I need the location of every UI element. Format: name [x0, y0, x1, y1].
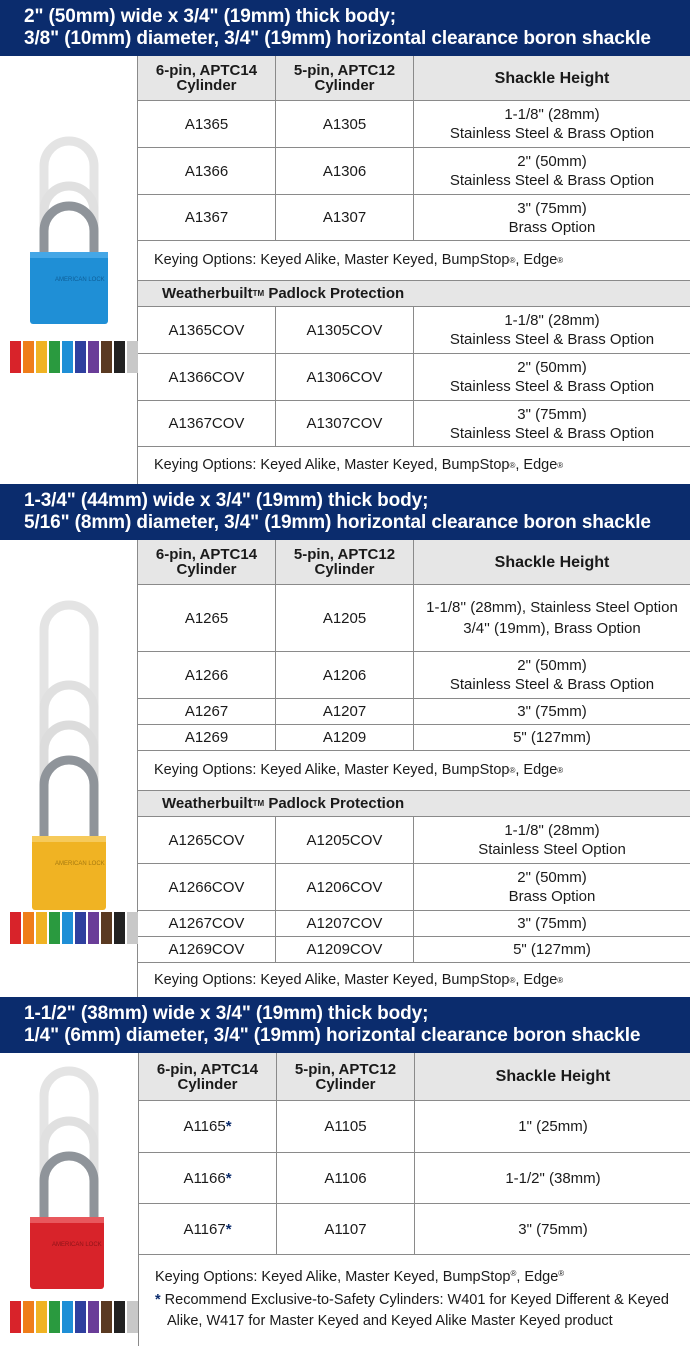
keying-options-text: Keying Options: Keyed Alike, Master Keyed, BumpStop ® , Edge ® [154, 457, 564, 473]
header-6pin: 6-pin, APTC14 Cylinder [138, 540, 276, 584]
cell-5pin: A1305 [276, 101, 414, 147]
table-row [138, 817, 690, 864]
cell-5pin: A1205COV [276, 817, 414, 863]
table-header-row [138, 56, 690, 101]
swatch-black [114, 341, 125, 373]
cell-shackle: 1" (25mm) [518, 1118, 588, 1135]
swatch-purple [88, 912, 99, 944]
table-header-row [139, 1053, 690, 1101]
cell-shackle: 2" (50mm) Stainless Steel & Brass Option [449, 359, 655, 395]
section-3-image-column [0, 1053, 138, 1346]
lock-brand-text: AMERICAN LOCK [55, 277, 105, 283]
header-5pin: 5-pin, APTC12 Cylinder [276, 540, 414, 584]
table-row [138, 307, 690, 354]
swatch-green [49, 912, 60, 944]
weatherbuilt-title: Weatherbuilt TM Padlock Protection [138, 281, 690, 306]
swatch-orange [23, 1301, 34, 1333]
swatch-navy [75, 1301, 86, 1333]
header-shackle-height: Shackle Height [415, 1053, 690, 1100]
section-3-title-line2: 1/4" (6mm) diameter, 3/4" (19mm) horizontal clearance boron shackle [24, 1025, 641, 1046]
cell-6pin: A1266COV [138, 864, 276, 910]
table-row [139, 1153, 690, 1204]
cell-6pin: A1269 [138, 725, 276, 750]
header-shackle-height: Shackle Height [414, 56, 690, 100]
cell-6pin: A1167 * [139, 1204, 277, 1254]
table-row [138, 725, 690, 751]
cell-shackle: 2" (50mm) Stainless Steel & Brass Option [449, 153, 655, 189]
cell-6pin: A1266 [138, 652, 276, 698]
cell-shackle: 3" (75mm) [517, 915, 587, 932]
table-header-row [138, 540, 690, 585]
header-6pin: 6-pin, APTC14 Cylinder [139, 1053, 277, 1100]
cell-shackle: 1-1/2" (38mm) [505, 1169, 601, 1187]
swatch-yellow [36, 341, 47, 373]
cell-shackle: 3" (75mm) [518, 1220, 588, 1238]
cell-6pin: A1265 [138, 585, 276, 651]
swatch-orange [23, 341, 34, 373]
swatch-red [10, 341, 21, 373]
section-3 [0, 997, 690, 1346]
keying-options-row [138, 241, 690, 281]
swatch-blue [62, 341, 73, 373]
swatch-green [49, 341, 60, 373]
swatch-blue [62, 912, 73, 944]
note-asterisk: * [155, 1292, 161, 1308]
swatch-black [114, 1301, 125, 1333]
cell-shackle: 5" (127mm) [513, 941, 591, 958]
cell-shackle: 2" (50mm) Stainless Steel & Brass Option [449, 657, 655, 693]
cell-shackle: 1-1/8'' (28mm), Stainless Steel Option 3/4'' (19mm), Brass Option [426, 599, 678, 637]
swatch-brown [101, 912, 112, 944]
color-swatches [10, 341, 138, 373]
cell-6pin: A1365 [138, 101, 276, 147]
swatch-blue [62, 1301, 73, 1333]
section-1-image-column [0, 56, 138, 484]
table-row [138, 937, 690, 963]
cell-6pin: A1165 * [139, 1101, 277, 1152]
keying-options-text: Keying Options: Keyed Alike, Master Keyed, BumpStop ® , Edge ® [154, 762, 564, 778]
keying-options-text: Keying Options: Keyed Alike, Master Keyed, BumpStop®, Edge® [155, 1269, 565, 1285]
weatherbuilt-band [138, 281, 690, 307]
table-row [139, 1204, 690, 1255]
cell-shackle: 3" (75mm) Brass Option [508, 199, 596, 236]
cell-shackle: 2" (50mm) Brass Option [508, 869, 596, 905]
cell-5pin: A1207 [276, 699, 414, 724]
swatch-yellow [36, 912, 47, 944]
table-row [138, 195, 690, 241]
cell-6pin: A1366 [138, 148, 276, 194]
swatch-yellow [36, 1301, 47, 1333]
section-1-title-line2: 3/8" (10mm) diameter, 3/4" (19mm) horizontal clearance boron shackle [24, 28, 651, 49]
cell-shackle: 3" (75mm) [517, 703, 587, 720]
cell-6pin: A1166 * [139, 1153, 277, 1203]
swatch-purple [88, 341, 99, 373]
cell-5pin: A1106 [277, 1153, 415, 1203]
table-row [138, 148, 690, 195]
cell-shackle: 1-1/8" (28mm) Stainless Steel Option [478, 822, 626, 858]
cell-shackle: 1-1/8" (28mm) Stainless Steel & Brass Option [449, 106, 655, 142]
cell-shackle: 3" (75mm) Stainless Steel & Brass Option [449, 405, 655, 442]
keying-options-row [138, 751, 690, 791]
section-2-title-line2: 5/16" (8mm) diameter, 3/4" (19mm) horizontal clearance boron shackle [24, 512, 651, 533]
cell-6pin: A1267 [138, 699, 276, 724]
swatch-navy [75, 341, 86, 373]
section-1-header [0, 0, 690, 56]
cell-6pin: A1267COV [138, 911, 276, 936]
cell-5pin: A1207COV [276, 911, 414, 936]
cell-6pin: A1367COV [138, 401, 276, 446]
cell-6pin: A1367 [138, 195, 276, 240]
cell-5pin: A1306 [276, 148, 414, 194]
cell-5pin: A1307COV [276, 401, 414, 446]
section-3-header [0, 997, 690, 1053]
cell-6pin: A1366COV [138, 354, 276, 400]
swatch-brown [101, 341, 112, 373]
swatch-navy [75, 912, 86, 944]
section-3-table [138, 1053, 690, 1346]
section-1 [0, 0, 690, 484]
table-row [138, 585, 690, 652]
table-row [138, 699, 690, 725]
section-2 [0, 484, 690, 997]
swatch-red [10, 912, 21, 944]
cell-5pin: A1209 [276, 725, 414, 750]
cell-5pin: A1205 [276, 585, 414, 651]
table-row [138, 652, 690, 699]
cell-5pin: A1307 [276, 195, 414, 240]
cell-6pin: A1365COV [138, 307, 276, 353]
weatherbuilt-title: Weatherbuilt TM Padlock Protection [138, 791, 690, 816]
swatch-purple [88, 1301, 99, 1333]
cell-5pin: A1206COV [276, 864, 414, 910]
cylinder-recommendation-note: * Recommend Exclusive-to-Safety Cylinders: W401 for Keyed Different & Keyed Alike, W417 for Master Keyed and Keyed Alike Master Keyed product [155, 1292, 669, 1329]
color-swatches [10, 1301, 138, 1333]
cell-5pin: A1305COV [276, 307, 414, 353]
header-5pin: 5-pin, APTC12 Cylinder [277, 1053, 415, 1100]
section-1-title-line1: 2" (50mm) wide x 3/4" (19mm) thick body; [24, 6, 396, 27]
cell-shackle: 1-1/8" (28mm) Stainless Steel & Brass Option [449, 312, 655, 348]
keying-options-row [138, 447, 690, 484]
section-2-header [0, 484, 690, 540]
section-1-table [138, 56, 690, 484]
cell-5pin: A1105 [277, 1101, 415, 1152]
lock-brand-text: AMERICAN LOCK [55, 861, 105, 867]
header-5pin: 5-pin, APTC12 Cylinder [276, 56, 414, 100]
cell-6pin: A1265COV [138, 817, 276, 863]
keying-options-row [138, 963, 690, 997]
swatch-orange [23, 912, 34, 944]
cell-shackle: 5" (127mm) [513, 729, 591, 746]
swatch-brown [101, 1301, 112, 1333]
table-row [138, 864, 690, 911]
section-2-title-line1: 1-3/4" (44mm) wide x 3/4" (19mm) thick body; [24, 490, 429, 511]
red-padlock-image [0, 1061, 138, 1301]
keying-options-text: Keying Options: Keyed Alike, Master Keyed, BumpStop ® , Edge ® [154, 971, 564, 988]
header-shackle-height: Shackle Height [414, 540, 690, 584]
cell-5pin: A1209COV [276, 937, 414, 962]
color-swatches [10, 912, 138, 944]
yellow-padlock-image [0, 600, 138, 940]
header-6pin: 6-pin, APTC14 Cylinder [138, 56, 276, 100]
cell-5pin: A1107 [277, 1204, 415, 1254]
swatch-grey [127, 1301, 138, 1333]
keying-options-text: Keying Options: Keyed Alike, Master Keyed, BumpStop ® , Edge ® [154, 252, 564, 268]
table-row [138, 401, 690, 447]
table-row [138, 101, 690, 148]
swatch-black [114, 912, 125, 944]
cell-6pin: A1269COV [138, 937, 276, 962]
cell-5pin: A1206 [276, 652, 414, 698]
swatch-red [10, 1301, 21, 1333]
section-2-table [138, 540, 690, 997]
lock-brand-text: AMERICAN LOCK [52, 1242, 102, 1248]
swatch-grey [127, 341, 138, 373]
swatch-green [49, 1301, 60, 1333]
table-row [138, 354, 690, 401]
swatch-grey [127, 912, 138, 944]
table-row [138, 911, 690, 937]
section-3-title-line1: 1-1/2" (38mm) wide x 3/4" (19mm) thick body; [24, 1003, 429, 1024]
table-row [139, 1101, 690, 1153]
cell-5pin: A1306COV [276, 354, 414, 400]
weatherbuilt-band [138, 791, 690, 817]
section-2-image-column [0, 540, 138, 997]
